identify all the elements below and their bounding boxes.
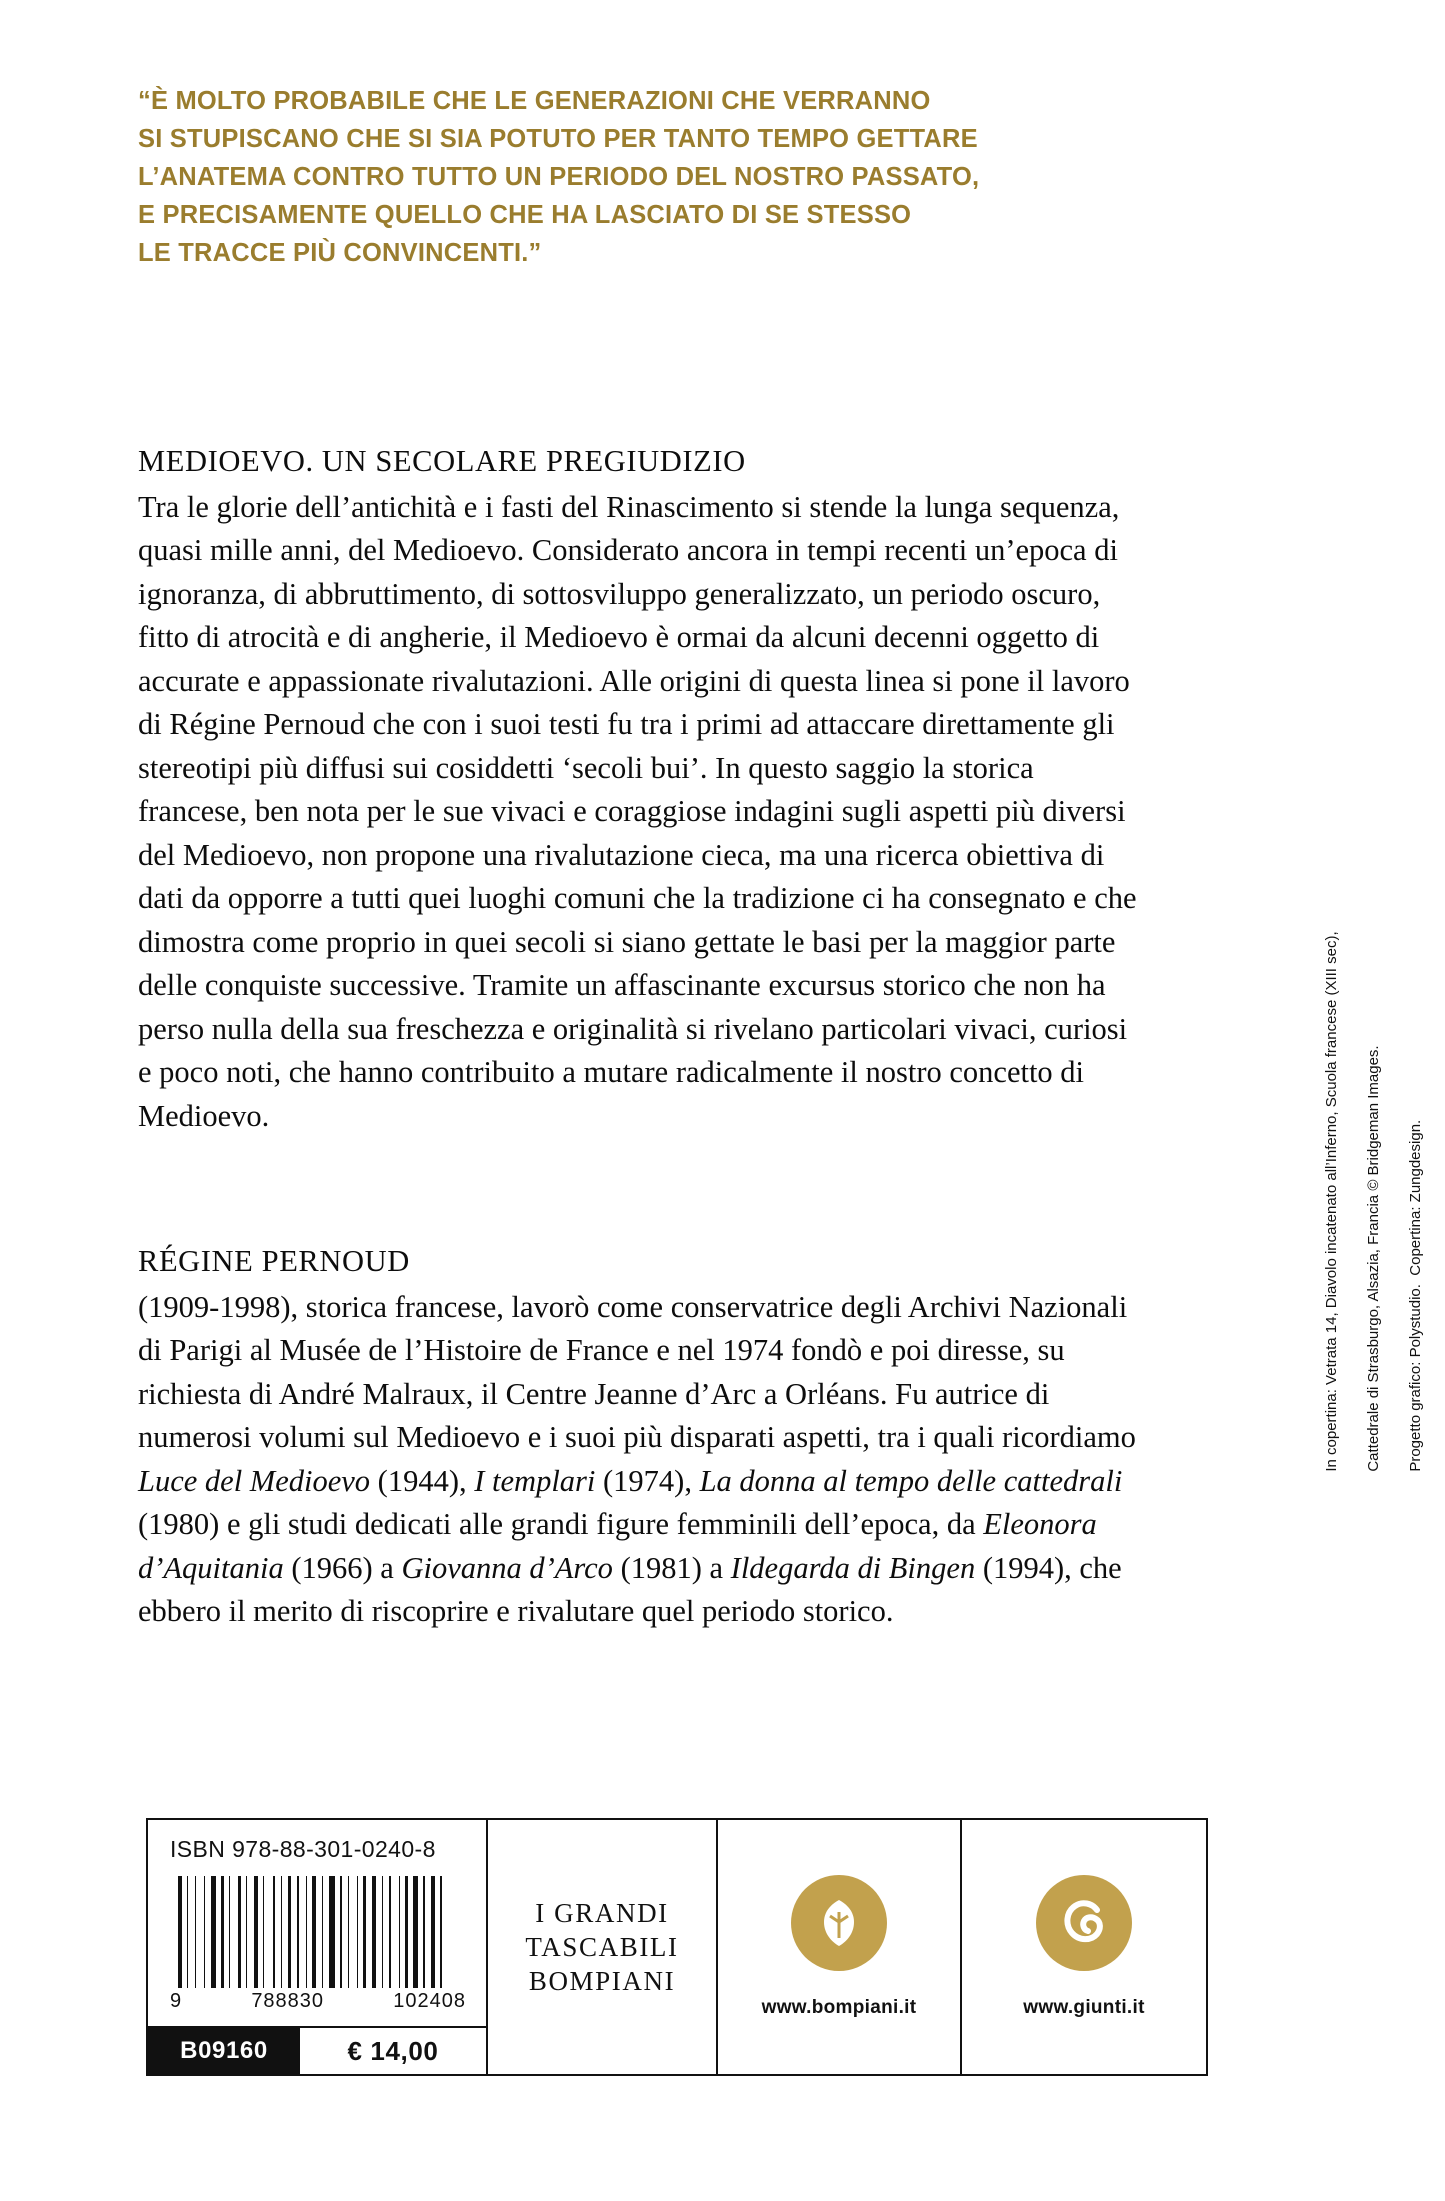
bio-heading: RÉGINE PERNOUD [138,1244,410,1278]
bompiani-cell [718,1820,962,2074]
barcode-digit-group: 102408 [393,1990,466,2012]
pull-quote-line: L’ANATEMA CONTRO TUTTO UN PERIODO DEL NOSTRO PASSATO, [138,163,980,191]
barcode-digit-group: 788830 [251,1990,325,2012]
series-cell [488,1820,718,2074]
bio-mid2: (1974), [595,1463,700,1498]
credits-line: Progetto grafico: Polystudio. Copertina: Zungdesign. [1407,1119,1424,1472]
bompiani-url[interactable]: www.bompiani.it [761,1997,917,2018]
author-bio [138,1240,1138,1634]
bio-work-title: Giovanna d’Arco [401,1550,613,1585]
series-line: I GRANDI [535,1898,669,1928]
giunti-url[interactable]: www.giunti.it [1023,1997,1145,2018]
book-blurb [138,440,1138,1138]
bio-work-title: Luce del Medioevo [138,1463,371,1498]
isbn-label: ISBN 978-88-301-0240-8 [170,1836,436,1862]
bio-mid6: (1994), che ebbero il merito di riscoprire e rivalutare quel periodo storico. [138,1550,1122,1628]
giunti-logo-icon [1036,1875,1132,1971]
pull-quote-line: E PRECISAMENTE QUELLO CHE HA LASCIATO DI SE STESSO [138,201,912,229]
bio-work-title: Eleonora d’Aquitania [138,1507,1097,1585]
price-value: € 14,00 [347,2035,439,2066]
footer-panel [146,1818,1208,2076]
isbn-cell [148,1820,488,2074]
series-line: BOMPIANI [528,1966,676,1996]
bio-text [138,1286,1138,1634]
series-logo [488,1820,716,2074]
bio-mid5: (1981) a [612,1550,731,1585]
bio-mid1: (1944), [370,1463,475,1498]
blurb-text: Tra le glorie dell’antichità e i fasti del Rinascimento si stende la lunga sequenza, quasi mille anni, del Medioevo. Considerato ancora in tempi recenti un’epoca di ignoranza, di abbruttimento, di sottosviluppo generalizzato, un periodo oscuro, fitto di atrocità e di angherie, il Medioevo è ormai da alcuni decenni oggetto di accurate e appassionate rivalutazioni. Alle origini di questa linea si pone il lavoro di Régine Pernoud che con i suoi testi fu tra i primi ad attaccare direttamente gli stereotipi più diffusi sui cosiddetti ‘secoli bui’. In questo saggio la storica francese, ben nota per le sue vivaci e coraggiose indagini sugli aspetti più diversi del Medioevo, non propone una rivalutazione cieca, ma una ricerca obiettiva di dati da opporre a tutti quei luoghi comuni che la tradizione ci ha consegnato e che dimostra come proprio in quei secoli si siano gettate le basi per la maggior parte delle conquiste successive. Tramite un affascinante excursus storico che non ha perso nulla della sua freschezza e originalità si rivelano particolari vivaci, curiosi e poco noti, che hanno contribuito a mutare radicalmente il nostro concetto di Medioevo. [138,489,1137,1133]
blurb-heading: MEDIOEVO. UN SECOLARE PREGIUDIZIO [138,444,746,478]
giunti-brand [962,1820,1206,2074]
bio-part1: (1909-1998), storica francese, lavorò come conservatrice degli Archivi Nazionali di Parigi al Musée de l’Histoire de France e nel 1974 fondò e poi diresse, su richiesta di André Malraux, il Centre Jeanne d’Arc a Orléans. Fu autrice di numerosi volumi sul Medioevo e i suoi più disparati aspetti, tra i quali ricordiamo [138,1289,1136,1454]
bio-work-title: La donna al tempo delle cattedrali [699,1463,1123,1498]
bio-work-title: I templari [474,1463,596,1498]
product-code: B09160 [148,2028,300,2074]
bompiani-brand [718,1820,960,2074]
pull-quote-line: SI STUPISCANO CHE SI SIA POTUTO PER TANTO TEMPO GETTARE [138,125,978,153]
barcode-digit-group: 9 [170,1990,183,2012]
barcode-image [178,1876,448,1988]
bio-work-title: Ildegarda di Bingen [730,1550,976,1585]
series-line: TASCABILI [525,1932,679,1962]
bio-mid4: (1966) a [283,1550,402,1585]
pull-quote-line: LE TRACCE PIÙ CONVINCENTI.” [138,239,542,267]
credits-line: Cattedrale di Strasburgo, Alsazia, Francia © Bridgeman Images. [1365,1045,1382,1472]
giunti-cell [962,1820,1206,2074]
pull-quote [138,82,1198,272]
bompiani-logo-icon [791,1875,887,1971]
pull-quote-line: “È MOLTO PROBABILE CHE LE GENERAZIONI CHE VERRANNO [138,87,938,115]
cover-credits [1300,931,1426,1480]
price-row [148,2026,486,2074]
credits-line: In copertina: Vetrata 14, Diavolo incatenato all’Inferno, Scuola francese (XIII sec), [1323,931,1340,1472]
bio-mid3: (1980) e gli studi dedicati alle grandi figure femminili dell’epoca, da [138,1507,984,1541]
barcode-digits [170,1990,466,2013]
